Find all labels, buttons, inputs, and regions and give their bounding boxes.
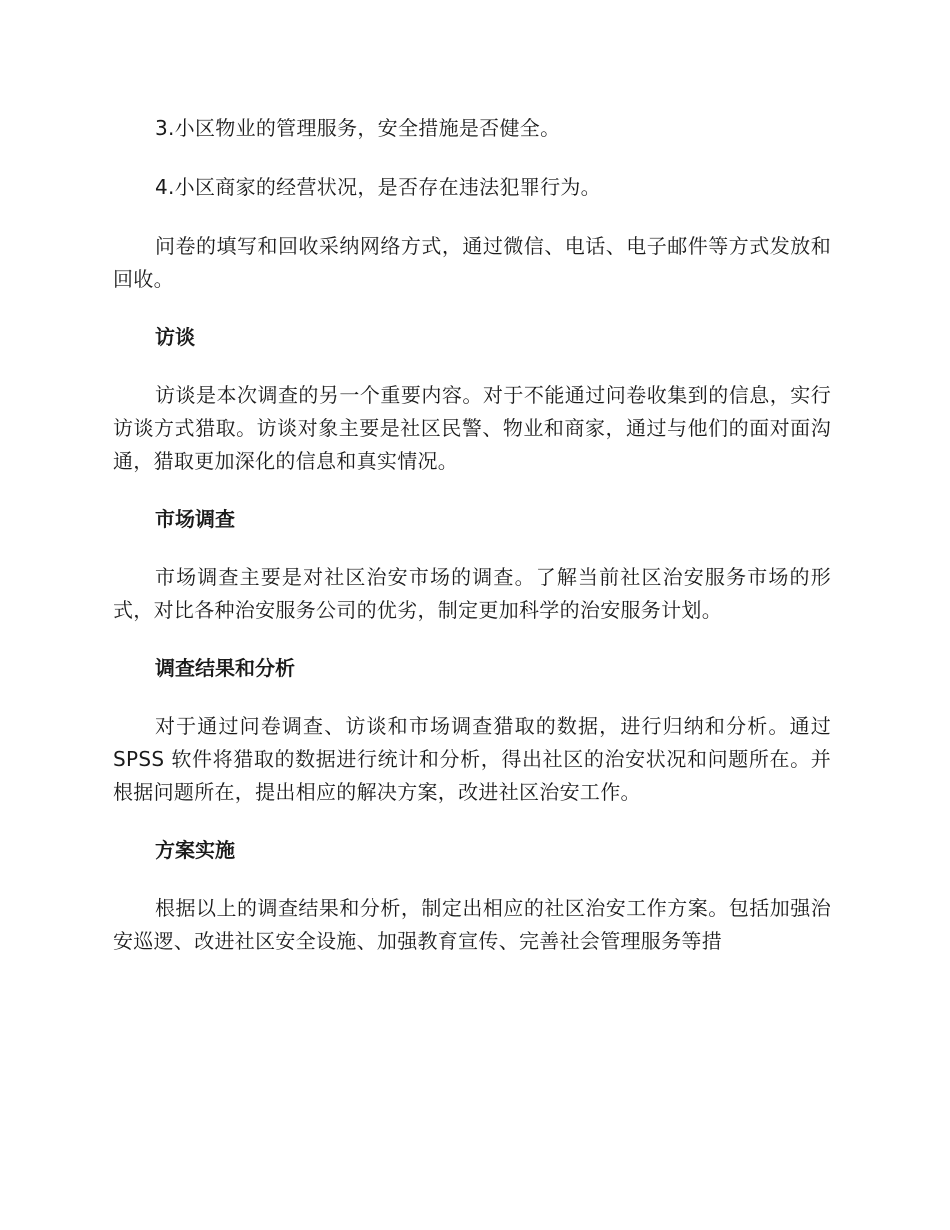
spacer — [113, 627, 831, 652]
heading-interview: 访谈 — [155, 325, 195, 349]
spacer — [113, 685, 831, 710]
spacer — [113, 204, 831, 230]
paragraph-item-4: 4.小区商家的经营状况，是否存在违法犯罪行为。 — [155, 175, 601, 199]
spacer — [113, 296, 831, 321]
spacer — [113, 478, 831, 503]
heading-results-analysis: 调查结果和分析 — [155, 656, 295, 680]
document-page — [113, 112, 831, 958]
paragraph-market-survey: 市场调查主要是对社区治安市场的调查。了解当前社区治安服务市场的形式，对比各种治安服务公司的优劣，制定更加科学的治安服务计划。 — [113, 565, 831, 622]
spacer — [113, 536, 831, 561]
heading-market-survey: 市场调查 — [155, 507, 235, 531]
paragraph-results-analysis: 对于通过问卷调查、访谈和市场调查猎取的数据，进行归纳和分析。通过 SPSS 软件将猎取的数据进行统计和分析，得出社区的治安状况和问题所在。并根据问题所在，提出相应的解决方案，改进社区治安工作。 — [113, 714, 831, 804]
spacer — [113, 809, 831, 834]
paragraph-interview: 访谈是本次调查的另一个重要内容。对于不能通过问卷收集到的信息，实行访谈方式猎取。访谈对象主要是社区民警、物业和商家，通过与他们的面对面沟通，猎取更加深化的信息和真实情况。 — [113, 383, 831, 473]
paragraph-questionnaire-method: 问卷的填写和回收采纳网络方式，通过微信、电话、电子邮件等方式发放和回收。 — [113, 234, 831, 291]
spacer — [113, 354, 831, 379]
paragraph-item-3: 3.小区物业的管理服务，安全措施是否健全。 — [155, 116, 561, 140]
spacer — [113, 867, 831, 892]
heading-plan-implementation: 方案实施 — [155, 838, 235, 862]
paragraph-plan-implementation: 根据以上的调查结果和分析，制定出相应的社区治安工作方案。包括加强治安巡逻、改进社区安全设施、加强教育宣传、完善社会管理服务等措 — [113, 896, 831, 953]
spacer — [113, 145, 831, 171]
